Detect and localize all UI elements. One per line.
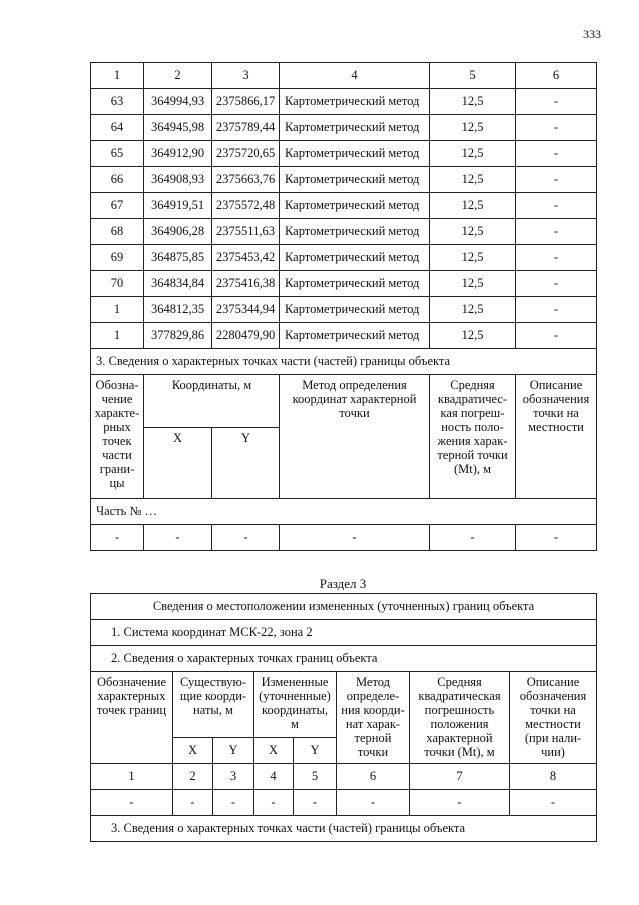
y-coordinate: 2375511,63 (212, 219, 280, 245)
header-row (91, 672, 597, 738)
x-header: X (254, 738, 294, 764)
empty-cell: - (91, 525, 144, 551)
empty-cell: - (212, 525, 280, 551)
method: Картометрический метод (280, 167, 430, 193)
description: - (516, 323, 597, 349)
x-header: X (173, 738, 213, 764)
method: Картометрический метод (280, 297, 430, 323)
point-number: 63 (91, 89, 144, 115)
column-number: 1 (91, 764, 173, 790)
description: - (516, 193, 597, 219)
column-number: 3 (213, 764, 254, 790)
column-number: 2 (173, 764, 213, 790)
method: Картометрический метод (280, 141, 430, 167)
x-coordinate: 364908,93 (144, 167, 212, 193)
existing-coords-header: Существую- щие коорди- наты, м (173, 672, 254, 738)
y-coordinate: 2375789,44 (212, 115, 280, 141)
mt-value: 12,5 (430, 141, 516, 167)
column-number: 1 (91, 63, 144, 89)
description: - (516, 167, 597, 193)
y-coordinate: 2375416,38 (212, 271, 280, 297)
part-points-title: 3. Сведения о характерных точках части (частей) границы объекта (91, 349, 597, 375)
y-header: Y (294, 738, 337, 764)
empty-cell: - (144, 525, 212, 551)
mt-value: 12,5 (430, 89, 516, 115)
info-row (91, 349, 597, 375)
table-title-row (91, 594, 597, 620)
method-header: Метод определе- ния коорди- нат харак- терной точки (337, 672, 410, 764)
x-header: X (144, 428, 212, 499)
empty-cell: - (294, 790, 337, 816)
column-number: 6 (337, 764, 410, 790)
column-number-row (91, 764, 597, 790)
point-number: 1 (91, 297, 144, 323)
mt-value: 12,5 (430, 245, 516, 271)
table-row (91, 141, 597, 167)
x-coordinate: 364875,85 (144, 245, 212, 271)
table-row (91, 89, 597, 115)
info-row (91, 499, 597, 525)
description: - (516, 141, 597, 167)
y-coordinate: 2280479,90 (212, 323, 280, 349)
method: Картометрический метод (280, 89, 430, 115)
boundary-points-table (90, 62, 597, 551)
mt-value: 12,5 (430, 323, 516, 349)
method: Картометрический метод (280, 323, 430, 349)
table-row (91, 219, 597, 245)
description: - (516, 89, 597, 115)
table-row (91, 115, 597, 141)
mt-value: 12,5 (430, 193, 516, 219)
empty-cell: - (91, 790, 173, 816)
empty-cell: - (173, 790, 213, 816)
changed-coords-header: Измененные (уточненные) координаты, м (254, 672, 337, 738)
y-header: Y (212, 428, 280, 499)
y-header: Y (213, 738, 254, 764)
empty-cell: - (280, 525, 430, 551)
empty-cell: - (254, 790, 294, 816)
description: - (516, 271, 597, 297)
mt-value: 12,5 (430, 167, 516, 193)
table-title: Сведения о местоположении измененных (уточненных) границ объекта (91, 594, 597, 620)
method: Картометрический метод (280, 115, 430, 141)
column-number: 4 (254, 764, 294, 790)
header-row (91, 375, 597, 428)
info-row (91, 620, 597, 646)
x-coordinate: 377829,86 (144, 323, 212, 349)
empty-cell: - (516, 525, 597, 551)
column-number-row (91, 63, 597, 89)
empty-row (91, 790, 597, 816)
description: - (516, 245, 597, 271)
column-number: 8 (510, 764, 597, 790)
column-number: 5 (430, 63, 516, 89)
points-info: 2. Сведения о характерных точках границ объекта (91, 646, 597, 672)
mt-value: 12,5 (430, 115, 516, 141)
method: Картометрический метод (280, 271, 430, 297)
method-header: Метод определения координат характерной точки (280, 375, 430, 499)
table-row (91, 297, 597, 323)
x-coordinate: 364945,98 (144, 115, 212, 141)
point-number: 68 (91, 219, 144, 245)
designation-header: Обозна- чение характе- рных точек части грани- цы (91, 375, 144, 499)
mt-value: 12,5 (430, 297, 516, 323)
empty-cell: - (410, 790, 510, 816)
page-number: 333 (583, 27, 601, 41)
point-number: 67 (91, 193, 144, 219)
mt-header: Средняя квадратичес- кая погреш- ность поло- жения харак- терной точки (Mt), м (430, 375, 516, 499)
method: Картометрический метод (280, 245, 430, 271)
point-number: 1 (91, 323, 144, 349)
method: Картометрический метод (280, 193, 430, 219)
mt-header: Средняя квадратическая погрешность положения характерной точки (Mt), м (410, 672, 510, 764)
coordinate-system: 1. Система координат МСК-22, зона 2 (91, 620, 597, 646)
description-header: Описание обозначения точки на местности (516, 375, 597, 499)
point-number: 66 (91, 167, 144, 193)
info-row (91, 816, 597, 842)
x-coordinate: 364994,93 (144, 89, 212, 115)
x-coordinate: 364812,35 (144, 297, 212, 323)
x-coordinate: 364919,51 (144, 193, 212, 219)
table-row (91, 323, 597, 349)
empty-cell: - (510, 790, 597, 816)
mt-value: 12,5 (430, 271, 516, 297)
changed-boundaries-table (90, 593, 597, 842)
x-coordinate: 364834,84 (144, 271, 212, 297)
table-row (91, 167, 597, 193)
x-coordinate: 364906,28 (144, 219, 212, 245)
column-number: 6 (516, 63, 597, 89)
description-header: Описание обозначения точки на местности (при нали- чии) (510, 672, 597, 764)
mt-value: 12,5 (430, 219, 516, 245)
point-number: 65 (91, 141, 144, 167)
empty-row (91, 525, 597, 551)
column-number: 5 (294, 764, 337, 790)
y-coordinate: 2375344,94 (212, 297, 280, 323)
empty-cell: - (430, 525, 516, 551)
part-label: Часть № … (91, 499, 597, 525)
description: - (516, 219, 597, 245)
table-row (91, 245, 597, 271)
column-number: 3 (212, 63, 280, 89)
empty-cell: - (337, 790, 410, 816)
description: - (516, 297, 597, 323)
point-number: 64 (91, 115, 144, 141)
description: - (516, 115, 597, 141)
y-coordinate: 2375663,76 (212, 167, 280, 193)
method: Картометрический метод (280, 219, 430, 245)
table-row (91, 193, 597, 219)
coordinates-header: Координаты, м (144, 375, 280, 428)
point-number: 70 (91, 271, 144, 297)
column-number: 4 (280, 63, 430, 89)
column-number: 2 (144, 63, 212, 89)
info-row (91, 646, 597, 672)
point-number: 69 (91, 245, 144, 271)
section-heading: Раздел 3 (319, 576, 367, 591)
y-coordinate: 2375866,17 (212, 89, 280, 115)
x-coordinate: 364912,90 (144, 141, 212, 167)
empty-cell: - (213, 790, 254, 816)
y-coordinate: 2375572,48 (212, 193, 280, 219)
y-coordinate: 2375720,65 (212, 141, 280, 167)
part-points-info: 3. Сведения о характерных точках части (частей) границы объекта (91, 816, 597, 842)
y-coordinate: 2375453,42 (212, 245, 280, 271)
table-row (91, 271, 597, 297)
designation-header: Обозначение характерных точек границ (91, 672, 173, 764)
column-number: 7 (410, 764, 510, 790)
